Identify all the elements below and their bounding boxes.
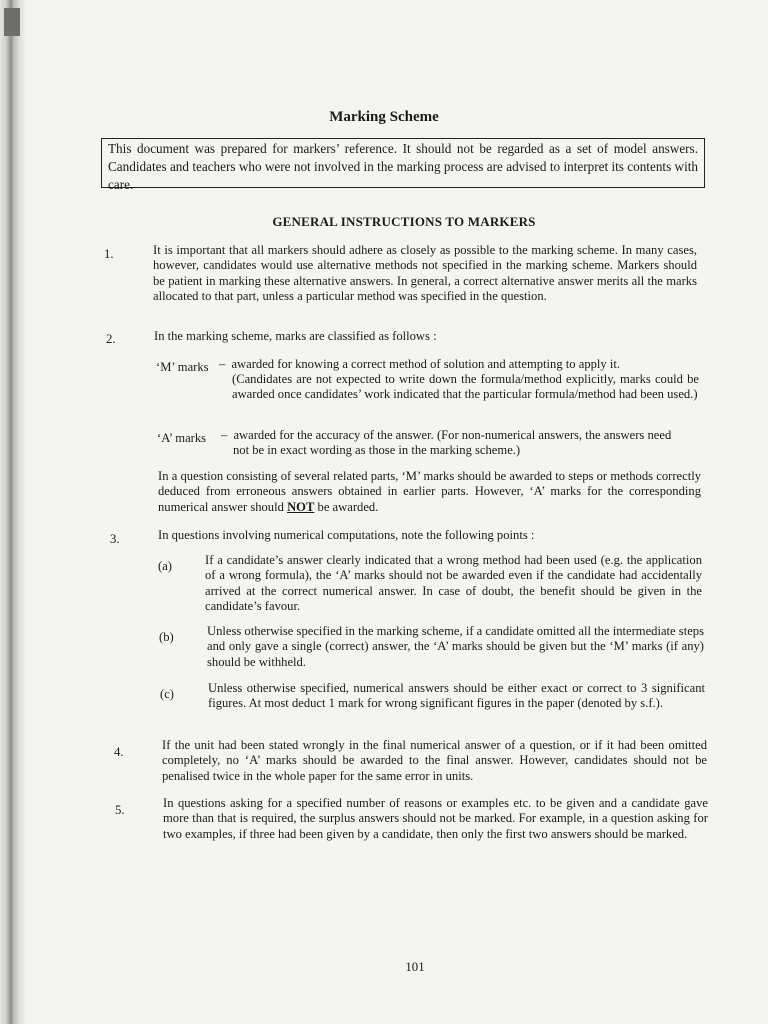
item-3-intro: In questions involving numerical computations, note the following points : (158, 528, 535, 542)
item-3a-text: If a candidate’s answer clearly indicated that a wrong method had been used (e.g. the application of a wrong formula), the ‘A’ marks should not be awarded even if the candidate had accidentally arrived at the correct numerical answer. In case of doubt, the benefit should be given in the candidate’s favour. (205, 553, 702, 614)
item-2-note-emphasis: NOT (287, 499, 315, 514)
item-3a-label: (a) (158, 559, 172, 573)
item-5-number: 5. (115, 803, 125, 817)
item-2-note-text: In a question consisting of several related parts, ‘M’ marks should be awarded to steps or methods correctly deduced from erroneous answers obtained in earlier parts. However, ‘A’ marks for the corresponding numerical answer should (158, 469, 701, 514)
item-5-text: In questions asking for a specified number of reasons or examples etc. to be given and a candidate gave more than that is required, the surplus answers should not be marked. For example, in a question asking for two examples, if three had been given by a candidate, then only the first two answers should be marked. (163, 796, 708, 841)
a-marks-dash: – (221, 428, 228, 442)
item-2-intro: In the marking scheme, marks are classified as follows : (154, 329, 437, 343)
a-marks-first-line (221, 428, 701, 443)
a-marks-first-text: awarded for the accuracy of the answer. (For non-numerical answers, the answers need (233, 428, 672, 442)
section-heading: GENERAL INSTRUCTIONS TO MARKERS (272, 214, 536, 229)
item-3b-text: Unless otherwise specified in the marking scheme, if a candidate omitted all the intermediate steps and only gave a single (correct) answer, the ‘A’ marks should be given but the ‘M’ marks (if any) should be withheld. (207, 624, 704, 669)
item-3-number: 3. (110, 532, 120, 546)
a-marks-description: not be in exact wording as those in the marking scheme.) (233, 443, 521, 457)
m-marks-first-text: awarded for knowing a correct method of solution and attempting to apply it. (231, 357, 621, 371)
a-marks-label: ‘A’ marks (157, 431, 207, 445)
item-2-note-end: be awarded. (317, 499, 379, 514)
m-marks-first-line (219, 357, 699, 372)
item-3b-label: (b) (159, 630, 174, 644)
item-2-note (158, 469, 701, 515)
m-marks-description: (Candidates are not expected to write down the formula/method explicitly, marks could be awarded once candidates’ work indicated that the particular formula/method had been used.) (232, 372, 699, 402)
binding-clip-mark (4, 8, 20, 36)
item-4-number: 4. (114, 745, 124, 759)
page-title: Marking Scheme (329, 109, 439, 125)
item-4-text: If the unit had been stated wrongly in the final numerical answer of a question, or if it had been omitted completely, no ‘A’ marks should be awarded to the final answer. However, candidates should not be penalised twice in the whole paper for the same error in units. (162, 738, 707, 783)
item-1-text: It is important that all markers should adhere as closely as possible to the marking scheme. In many cases, however, candidates would use alternative methods not specified in the marking scheme. Markers should be patient in marking these alternative answers. In general, a correct alternative answer merits all the marks allocated to that part, unless a particular method was specified in the question. (153, 243, 697, 304)
page-number: 101 (405, 960, 425, 974)
item-3c-text: Unless otherwise specified, numerical answers should be either exact or correct to 3 significant figures. At most deduct 1 mark for wrong significant figures in the paper (denoted by s.f.). (208, 681, 705, 711)
item-2-number: 2. (106, 332, 116, 346)
scanned-page-binding-edge (0, 0, 26, 1024)
disclaimer-box: This document was prepared for markers’ reference. It should not be regarded as a set of model answers. Candidates and teachers who were not involved in the marking process are advised to interpret its contents with care. (101, 138, 705, 188)
item-3c-label: (c) (160, 687, 174, 701)
m-marks-dash: – (219, 357, 226, 371)
m-marks-label: ‘M’ marks (156, 360, 209, 374)
item-1-number: 1. (104, 247, 114, 261)
